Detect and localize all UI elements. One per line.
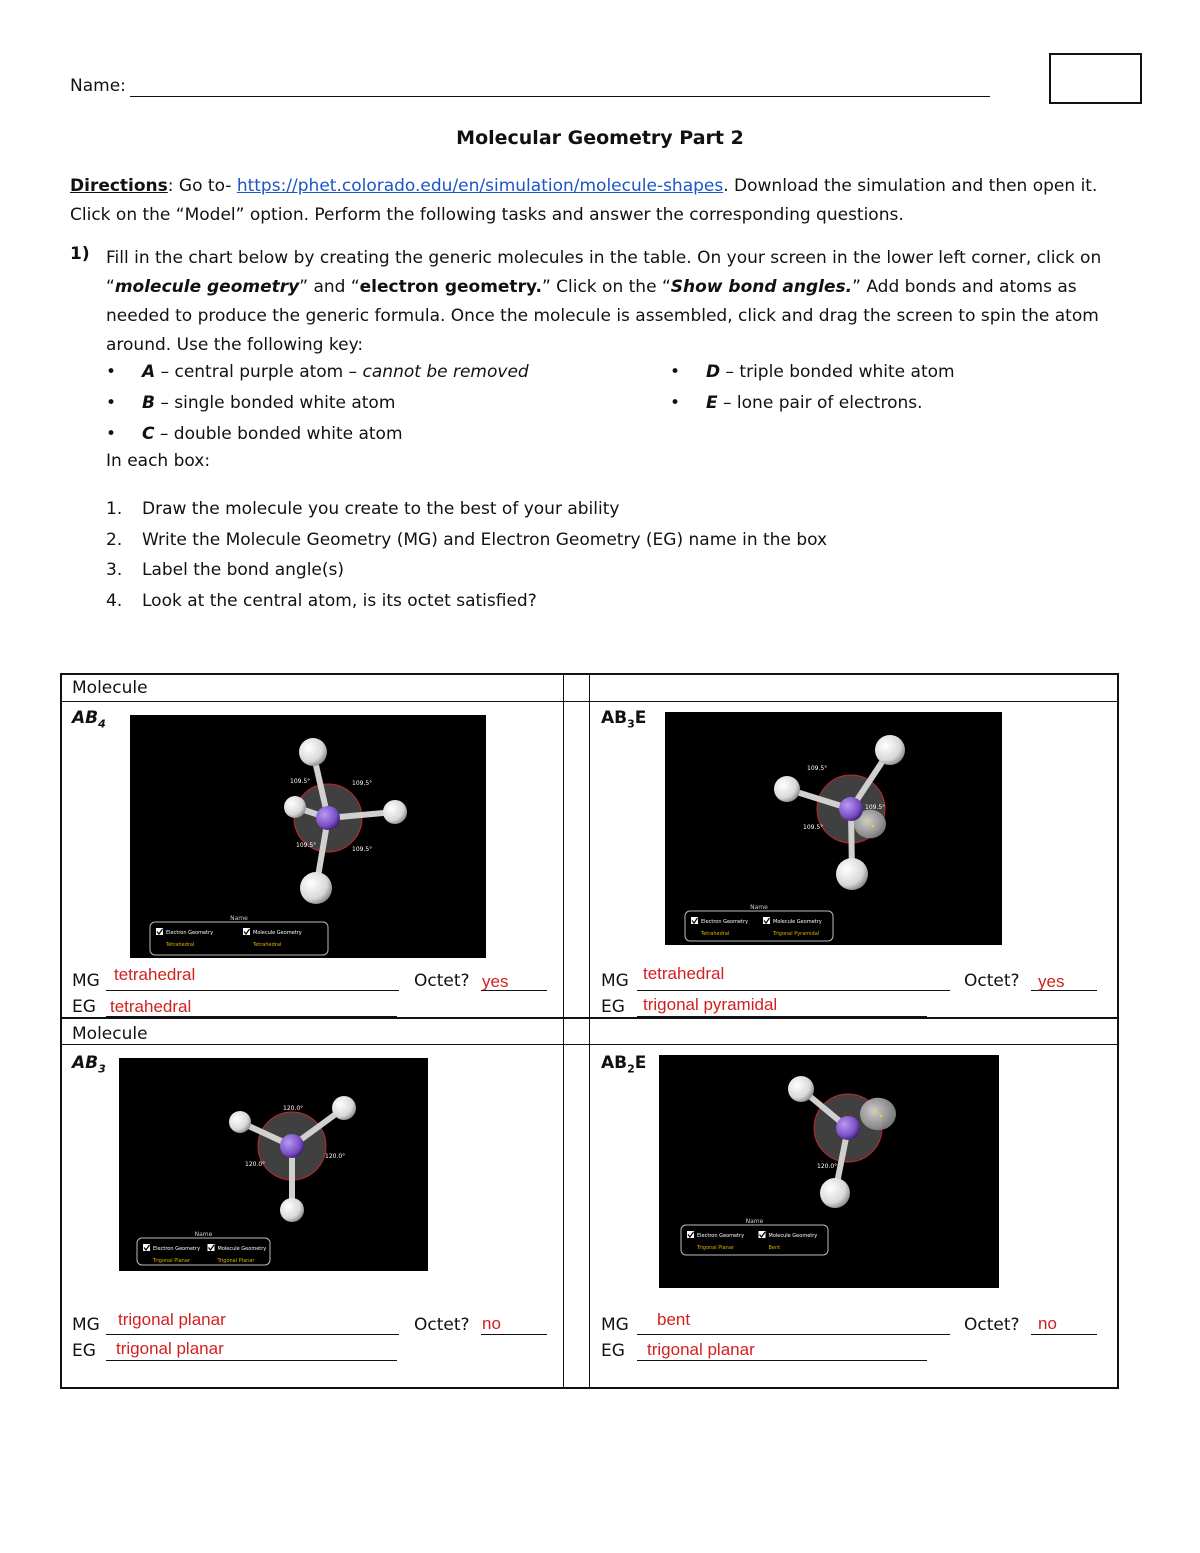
eg-answer[interactable]: trigonal pyramidal	[643, 995, 778, 1014]
formula-label: $AB_4$	[72, 708, 106, 731]
geometry-name: Trigonal Planar	[217, 1258, 255, 1264]
octet-line	[481, 1334, 547, 1335]
mg-line	[637, 1334, 950, 1335]
mg-answer[interactable]: tetrahedral	[643, 964, 725, 983]
control-panel-title: Name	[230, 915, 248, 922]
simulation-screenshot	[130, 715, 486, 958]
row-header: Molecule	[72, 1024, 148, 1044]
key-item-c: • C – double bonded white atom	[106, 424, 403, 444]
table-divider	[563, 675, 564, 1387]
bond-angle-label: 120.0°	[245, 1161, 266, 1168]
lone-pair-electron	[872, 825, 874, 827]
table-divider	[62, 1044, 1117, 1045]
question-number: 1)	[70, 244, 90, 264]
octet-label: Octet?	[414, 1315, 470, 1335]
molecule-drawing	[119, 1058, 428, 1271]
checkbox-label: Electron Geometry	[153, 1246, 201, 1252]
outer-atom	[820, 1178, 850, 1208]
checkbox-label: Electron Geometry	[701, 919, 749, 925]
geometry-table	[60, 673, 1119, 1389]
eg-line	[106, 1360, 397, 1361]
mg-line	[106, 1334, 399, 1335]
key-item-d: • D – triple bonded white atom	[670, 362, 955, 382]
outer-atom	[383, 800, 407, 824]
mg-answer[interactable]: bent	[657, 1310, 691, 1329]
molecule-drawing	[665, 712, 1002, 945]
octet-label: Octet?	[414, 971, 470, 991]
lone-pair	[860, 1098, 896, 1130]
eg-label: EG	[601, 1341, 625, 1361]
octet-line	[1031, 1334, 1097, 1335]
mg-label: MG	[72, 1315, 100, 1335]
checkbox-label: Electron Geometry	[697, 1233, 745, 1239]
simulation-link[interactable]: https://phet.colorado.edu/en/simulation/molecule-shapes	[236, 176, 724, 196]
eg-answer[interactable]: tetrahedral	[110, 997, 192, 1016]
checkbox-label: Molecule Geometry	[768, 1233, 818, 1239]
lone-pair-electron	[866, 820, 868, 822]
outer-atom	[300, 872, 332, 904]
bond-angle-label: 120.0°	[325, 1153, 346, 1160]
page-title: Molecular Geometry Part 2	[456, 127, 744, 149]
steps-list	[106, 494, 827, 616]
key-list-right	[670, 357, 955, 419]
checkbox-label: Molecule Geometry	[217, 1246, 267, 1252]
geometry-name: Tetrahedral	[701, 931, 730, 937]
simulation-screenshot	[659, 1055, 999, 1288]
outer-atom	[875, 735, 905, 765]
step-item: 4. Look at the central atom, is its octet satisfied?	[106, 590, 537, 611]
octet-answer[interactable]: no	[1038, 1314, 1057, 1333]
score-box	[1049, 53, 1142, 104]
eg-line	[637, 1016, 927, 1017]
outer-atom	[788, 1076, 814, 1102]
octet-answer[interactable]: no	[482, 1314, 501, 1333]
mg-label: MG	[72, 971, 100, 991]
central-atom	[316, 806, 340, 830]
eg-answer[interactable]: trigonal planar	[647, 1340, 755, 1359]
key-item-e: • E – lone pair of electrons.	[670, 393, 923, 413]
lone-pair-electron	[874, 1110, 876, 1112]
central-atom	[839, 797, 863, 821]
octet-answer[interactable]: yes	[1038, 972, 1065, 991]
outer-atom	[299, 738, 327, 766]
key-item-a: • A – central purple atom – cannot be removed	[106, 362, 529, 382]
mg-line	[106, 990, 399, 991]
key-list-left	[106, 357, 529, 450]
table-divider	[62, 701, 1117, 702]
eg-label: EG	[601, 997, 625, 1017]
central-atom	[836, 1116, 860, 1140]
bond-angle-label: 109.5°	[296, 842, 317, 849]
directions-text: : Go to-	[167, 176, 237, 196]
outer-atom	[332, 1096, 356, 1120]
outer-atom	[229, 1111, 251, 1133]
eg-line	[637, 1360, 927, 1361]
name-line[interactable]	[130, 96, 990, 97]
outer-atom	[774, 776, 800, 802]
control-panel	[150, 922, 328, 955]
table-divider	[62, 1017, 1117, 1019]
control-panel-title: Name	[194, 1231, 213, 1238]
octet-label: Octet?	[964, 971, 1020, 991]
geometry-name: Trigonal Planar	[697, 1245, 734, 1251]
outer-atom	[284, 796, 306, 818]
simulation-screenshot	[119, 1058, 428, 1271]
directions	[70, 172, 1130, 230]
bond-angle-label: 109.5°	[290, 778, 311, 785]
octet-label: Octet?	[964, 1315, 1020, 1335]
name-label: Name:	[70, 76, 126, 96]
geometry-name: Bent	[768, 1245, 781, 1251]
bond-angle-label: 120.0°	[817, 1163, 838, 1170]
checkbox-label: Molecule Geometry	[253, 930, 302, 936]
mg-label: MG	[601, 971, 629, 991]
octet-answer[interactable]: yes	[482, 972, 509, 991]
formula-label: $AB_3E$	[601, 708, 647, 731]
mg-answer[interactable]: tetrahedral	[114, 965, 196, 984]
mg-answer[interactable]: trigonal planar	[118, 1310, 226, 1329]
geometry-name: Trigonal Planar	[153, 1258, 190, 1264]
outer-atom	[836, 858, 868, 890]
row-header: Molecule	[72, 678, 148, 698]
mg-label: MG	[601, 1315, 629, 1335]
directions-text-after: . Download the simulation and then open it. Click on the “Model” option. Perform the following tasks and answer the corresponding questions.	[70, 176, 1098, 225]
bond-angle-label: 109.5°	[807, 765, 828, 772]
geometry-name: Tetrahedral	[166, 942, 195, 948]
central-atom	[280, 1134, 304, 1158]
geometry-name: Tetrahedral	[253, 942, 282, 948]
bond-angle-label: 109.5°	[352, 780, 373, 787]
formula-label: $AB_2E$	[601, 1053, 647, 1076]
bond-angle-label: 109.5°	[803, 824, 824, 831]
in-each-box-label: In each box:	[106, 451, 211, 471]
formula-label: $AB_3$	[72, 1053, 106, 1076]
mg-line	[637, 990, 950, 991]
simulation-screenshot	[665, 712, 1002, 945]
control-panel-title: Name	[745, 1218, 764, 1225]
eg-answer[interactable]: trigonal planar	[116, 1339, 224, 1358]
molecule-drawing	[130, 715, 486, 958]
molecule-drawing	[659, 1055, 999, 1288]
control-panel-title: Name	[750, 904, 768, 911]
key-item-b: • B – single bonded white atom	[106, 393, 396, 413]
eg-label: EG	[72, 1341, 96, 1361]
checkbox-label: Molecule Geometry	[773, 919, 822, 925]
bond-angle-label: 120.0°	[283, 1105, 304, 1112]
outer-atom	[280, 1198, 304, 1222]
eg-label: EG	[72, 997, 96, 1017]
geometry-name: Trigonal Pyramidal	[773, 931, 820, 937]
directions-label: Directions	[70, 176, 168, 196]
step-item: 3. Label the bond angle(s)	[106, 560, 345, 580]
step-item: 2. Write the Molecule Geometry (MG) and Electron Geometry (EG) name in the box	[106, 529, 828, 550]
bond-angle-label: 109.5°	[865, 804, 886, 811]
step-item: 1. Draw the molecule you create to the best of your ability	[106, 499, 620, 519]
bond-angle-label: 109.5°	[352, 846, 373, 853]
table-divider	[589, 675, 590, 1387]
question-body: Fill in the chart below by creating the generic molecules in the table. On your screen in the lower left corner, click on “molecule geometry” and “electron geometry.” Click on the “Show bond angles.” Add bonds and atoms as needed to produce the generic formula. Once the molecule is assembled, click and drag the screen to spin the atom around. Use the following key:	[106, 248, 1102, 355]
lone-pair-electron	[880, 1115, 882, 1117]
checkbox-label: Electron Geometry	[166, 930, 214, 936]
